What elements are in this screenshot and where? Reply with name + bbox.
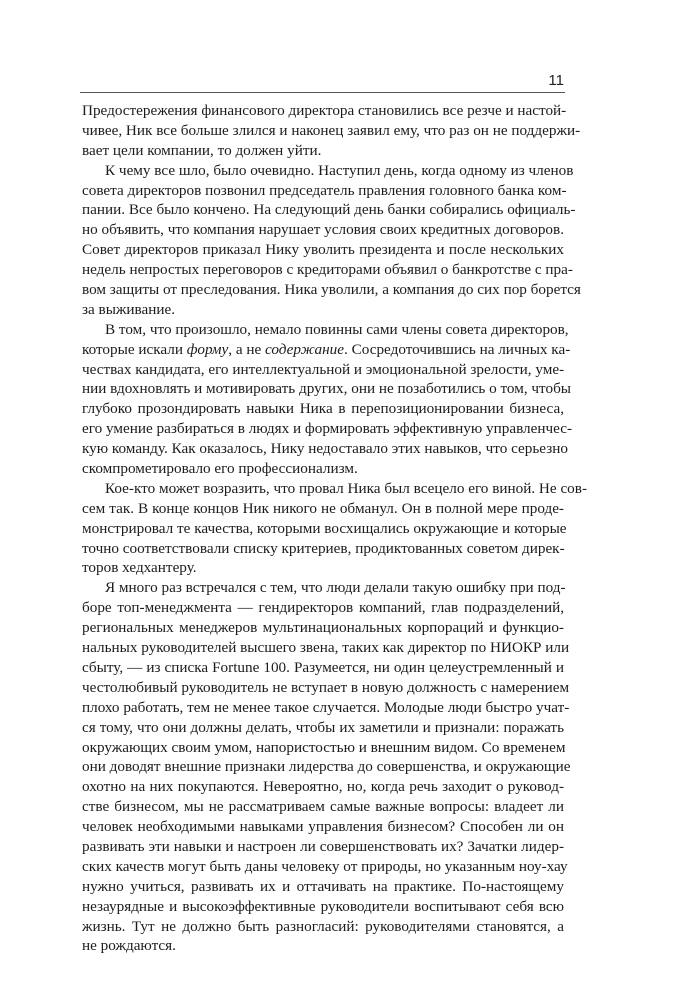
text-line: сбыту, — из списка Fortune 100. Разумеется, ни один целеустремленный и xyxy=(82,658,564,676)
text-line: честолюбивый руководитель не вступает в новую должность с намерением xyxy=(82,678,570,696)
paragraph xyxy=(82,161,581,320)
text-line: ся тому, что они должны делать, чтобы их заметили и признали: поражать xyxy=(82,718,564,736)
text-line: пании. Все было кончено. На следующий день банки собирались официаль- xyxy=(82,201,576,219)
text-line: но объявить, что компания нарушает условия своих кредитных договоров. xyxy=(82,221,564,239)
text-run: . Сосредоточившись на личных ка- xyxy=(344,340,571,358)
body-text xyxy=(82,101,588,956)
text-line: его умение разбираться в людях и формировать эффективную управленчес- xyxy=(82,420,573,438)
text-line: В том, что произошло, немало повинны сами члены совета директоров, xyxy=(105,320,569,338)
emphasis: содержание xyxy=(265,340,345,358)
text-line: Предостережения финансового директора становились все резче и настой- xyxy=(82,102,567,119)
text-line xyxy=(82,340,571,360)
text-line: совета директоров позвонил председатель правления головного банка ком- xyxy=(82,181,567,199)
text-line: сем так. В конце концов Ник никого не обманул. Он в полной мере проде- xyxy=(82,499,564,517)
text-line: стве бизнесом, мы не рассматриваем самые важные вопросы: владеет ли xyxy=(82,798,564,816)
header-rule xyxy=(80,92,565,93)
paragraph xyxy=(82,479,588,578)
text-line: К чему все шло, было очевидно. Наступил день, когда одному из членов xyxy=(105,161,574,179)
text-line: Совет директоров приказал Нику уволить президента и после нескольких xyxy=(82,241,564,259)
text-line: незаурядные и высокоэффективные руководители воспитывают себя всю xyxy=(82,897,564,915)
text-line: точно соответствовали списку критериев, продиктованных советом дирек- xyxy=(82,539,565,557)
text-line: Я много раз встречался с тем, что люди делали такую ошибку при под- xyxy=(105,579,566,597)
text-line: монстрировал те качества, которыми восхищались окружающие и которые xyxy=(82,519,567,537)
text-line: охотно на них покупаются. Невероятно, но, когда речь заходит о руковод- xyxy=(82,778,564,796)
paragraph xyxy=(82,320,573,479)
text-line: за выживание. xyxy=(82,300,176,318)
text-line: недель непростых переговоров с кредиторами объявил о банкротстве с пра- xyxy=(82,261,573,279)
text-line: плохо работать, тем не менее такое случается. Молодые люди быстро учат- xyxy=(82,698,570,716)
text-line: нальных руководителей высшего звена, таких как директор по НИОКР или xyxy=(82,639,570,657)
text-line: региональных менеджеров мультинациональных корпораций и функцио- xyxy=(82,619,564,637)
emphasis: форму xyxy=(186,340,229,358)
text-line: ских качеств могут быть даны человеку от природы, но указанным ноу-хау xyxy=(82,857,568,875)
text-line: они доводят внешние признаки лидерства до совершенства, и окружающие xyxy=(82,758,571,776)
text-line: кую команду. Как оказалось, Нику недоставало этих навыков, что серьезно xyxy=(82,440,568,458)
text-line: чествах кандидата, его интеллектуальной и эмоциональной зрелости, уме- xyxy=(82,360,565,378)
text-line: человек необходимыми навыками управления бизнесом? Способен ли он xyxy=(82,818,564,836)
text-line: вает цели компании, то должен уйти. xyxy=(82,141,322,159)
paragraph xyxy=(82,101,581,161)
text-line: жизнь. Тут не должно быть разногласий: руководителями становятся, а xyxy=(82,917,564,935)
text-line: торов хедхантеру. xyxy=(82,559,197,577)
paragraph xyxy=(82,578,571,956)
text-line: чивее, Ник все больше злился и наконец заявил ему, что раз он не поддержи- xyxy=(82,121,581,139)
text-line: глубоко прозондировать навыки Ника в перепозиционировании бизнеса, xyxy=(82,400,564,418)
text-run: которые искали xyxy=(82,340,187,358)
text-run: , а не xyxy=(228,340,266,358)
text-line: нужно учиться, развивать их и оттачивать на практике. По-настоящему xyxy=(82,877,564,895)
text-line: не рождаются. xyxy=(82,937,176,955)
page-number: 11 xyxy=(548,72,564,89)
text-line: окружающих своим умом, напористостью и внешним видом. Со временем xyxy=(82,738,566,756)
text-line: нии вдохновлять и мотивировать других, они не позаботились о том, чтобы xyxy=(82,380,572,398)
text-line: скомпрометировало его профессионализм. xyxy=(82,460,358,478)
text-line: боре топ-менеджмента — гендиректоров компаний, глав подразделений, xyxy=(82,599,564,617)
text-line: развивать эти навыки и настроен ли совершенствовать их? Зачатки лидер- xyxy=(82,837,564,855)
text-line: Кое-кто может возразить, что провал Ника был всецело его виной. Не сов- xyxy=(105,479,588,497)
text-line: вом защиты от преследования. Ника уволили, а компания до сих пор борется xyxy=(82,281,581,299)
